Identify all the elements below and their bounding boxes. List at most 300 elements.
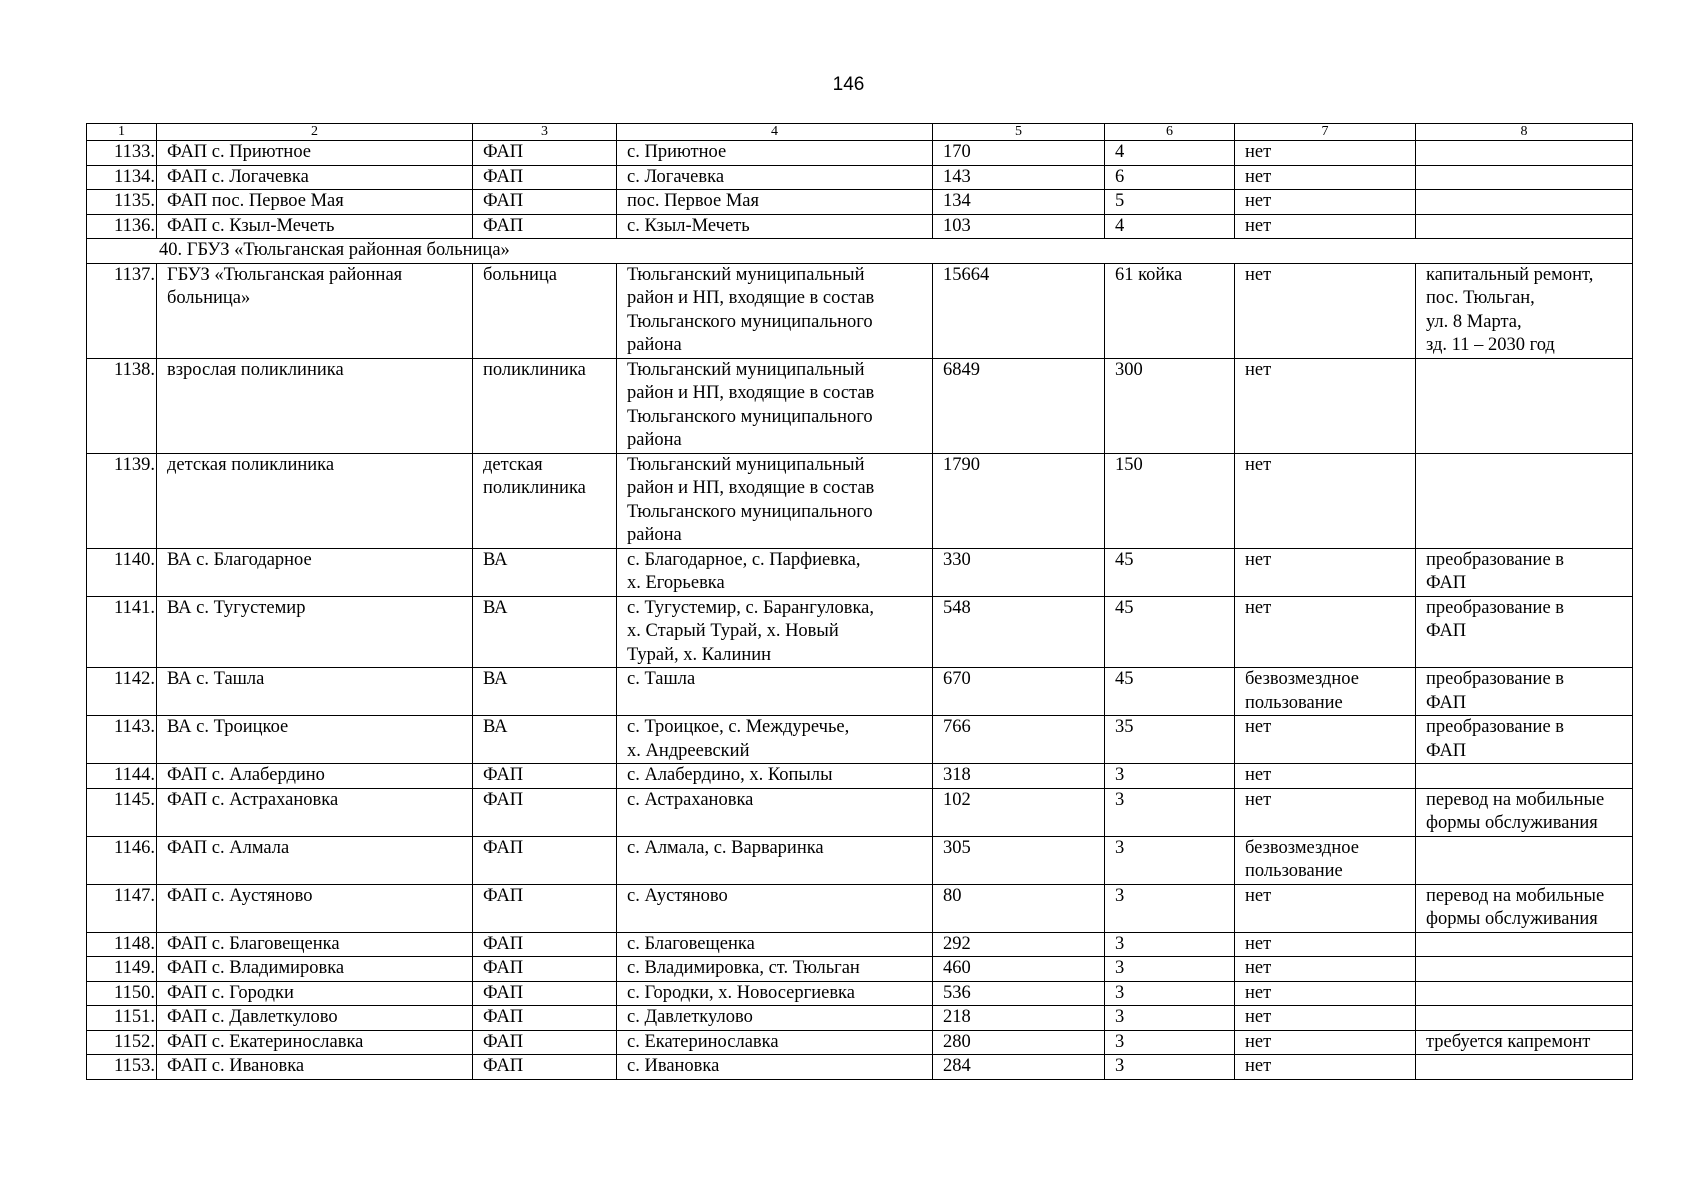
population-cell: 305 bbox=[933, 836, 1105, 884]
ownership-cell bbox=[1235, 668, 1416, 716]
column-header: 2 bbox=[157, 124, 473, 141]
facility-type bbox=[473, 596, 617, 668]
note-cell bbox=[1416, 884, 1633, 932]
capacity-cell: 3 bbox=[1105, 884, 1235, 932]
served-area bbox=[617, 548, 933, 596]
facility-name bbox=[157, 932, 473, 957]
facility-type bbox=[473, 884, 617, 932]
served-area-line: района bbox=[627, 525, 682, 545]
facility-type: ФАП bbox=[473, 165, 617, 190]
ownership-cell-line: нет bbox=[1245, 789, 1272, 810]
note-cell-line: ФАП bbox=[1426, 621, 1467, 641]
facility-type bbox=[473, 548, 617, 596]
ownership-cell bbox=[1235, 1055, 1416, 1080]
served-area bbox=[617, 453, 933, 548]
note-cell bbox=[1416, 981, 1633, 1006]
facility-type bbox=[473, 263, 617, 358]
facility-name-line: ВА с. Благодарное bbox=[167, 549, 312, 570]
facility-type-line: ФАП bbox=[483, 837, 524, 858]
facility-name-line: ФАП с. Аустяново bbox=[167, 885, 313, 906]
population-cell: 292 bbox=[933, 932, 1105, 957]
table-row bbox=[87, 788, 1633, 836]
section-row bbox=[87, 239, 1633, 264]
note-cell-line: перевод на мобильные bbox=[1426, 885, 1605, 906]
facility-type-line: поликлиника bbox=[483, 359, 586, 380]
population-cell: 536 bbox=[933, 981, 1105, 1006]
table-row bbox=[87, 932, 1633, 957]
note-cell bbox=[1416, 1006, 1633, 1031]
ownership-cell bbox=[1235, 1030, 1416, 1055]
facility-name-line: ВА с. Тугустемир bbox=[167, 597, 306, 618]
facility-type-line: детская bbox=[483, 454, 543, 475]
facility-type bbox=[473, 1030, 617, 1055]
ownership-cell bbox=[1235, 981, 1416, 1006]
facility-name: ФАП пос. Первое Мая bbox=[157, 190, 473, 215]
facility-name: ФАП с. Кзыл-Мечеть bbox=[157, 214, 473, 239]
population-cell: 548 bbox=[933, 596, 1105, 668]
served-area bbox=[617, 957, 933, 982]
table-row bbox=[87, 1006, 1633, 1031]
facility-type-line: ФАП bbox=[483, 933, 524, 954]
note-cell bbox=[1416, 668, 1633, 716]
facility-type-line: ФАП bbox=[483, 982, 524, 1003]
facility-name bbox=[157, 596, 473, 668]
served-area-line: с. Давлеткулово bbox=[627, 1007, 753, 1027]
facility-type-line: ФАП bbox=[483, 789, 524, 810]
capacity-cell: 3 bbox=[1105, 788, 1235, 836]
facility-name bbox=[157, 1030, 473, 1055]
ownership-cell bbox=[1235, 263, 1416, 358]
served-area-line: района bbox=[627, 335, 682, 355]
ownership-cell-line: нет bbox=[1245, 958, 1272, 978]
facility-name-line: ФАП с. Городки bbox=[167, 982, 294, 1003]
facility-name bbox=[157, 716, 473, 764]
row-number: 1151. bbox=[87, 1006, 157, 1031]
population-cell: 143 bbox=[933, 165, 1105, 190]
facility-name bbox=[157, 1006, 473, 1031]
facility-type bbox=[473, 788, 617, 836]
served-area bbox=[617, 788, 933, 836]
facility-type bbox=[473, 981, 617, 1006]
ownership-cell-line: нет bbox=[1245, 454, 1272, 475]
served-area-line: Тюльганского муниципального bbox=[627, 311, 873, 332]
table-row bbox=[87, 141, 1633, 166]
facility-type-line: поликлиника bbox=[483, 478, 586, 498]
row-number: 1140. bbox=[87, 548, 157, 596]
note-cell-line: ФАП bbox=[1426, 740, 1467, 761]
row-number: 1134. bbox=[87, 165, 157, 190]
capacity-cell: 4 bbox=[1105, 141, 1235, 166]
population-cell: 766 bbox=[933, 716, 1105, 764]
note-cell-line: формы обслуживания bbox=[1426, 909, 1598, 929]
row-number: 1138. bbox=[87, 358, 157, 453]
facility-name bbox=[157, 764, 473, 789]
population-cell: 460 bbox=[933, 957, 1105, 982]
served-area bbox=[617, 1055, 933, 1080]
table-row bbox=[87, 548, 1633, 596]
facility-name-line: ФАП с. Благовещенка bbox=[167, 933, 340, 954]
ownership-cell: нет bbox=[1235, 214, 1416, 239]
table-row bbox=[87, 764, 1633, 789]
facility-name-line: ВА с. Ташла bbox=[167, 669, 265, 689]
page-number: 146 bbox=[832, 74, 865, 95]
facility-name bbox=[157, 358, 473, 453]
column-header: 4 bbox=[617, 124, 933, 141]
served-area bbox=[617, 716, 933, 764]
note-cell bbox=[1416, 190, 1633, 215]
row-number: 1139. bbox=[87, 453, 157, 548]
served-area-line: с. Ивановка bbox=[627, 1056, 720, 1076]
ownership-cell-line: нет bbox=[1245, 1007, 1272, 1027]
note-cell-line: преобразование в bbox=[1426, 717, 1565, 737]
served-area-line: с. Алмала, с. Варваринка bbox=[627, 837, 824, 858]
capacity-cell: 6 bbox=[1105, 165, 1235, 190]
served-area-line: с. Тугустемир, с. Барангуловка, bbox=[627, 597, 874, 618]
column-header: 7 bbox=[1235, 124, 1416, 141]
served-area-line: район и НП, входящие в состав bbox=[627, 383, 875, 403]
table-row bbox=[87, 358, 1633, 453]
capacity-cell: 4 bbox=[1105, 214, 1235, 239]
facility-type bbox=[473, 957, 617, 982]
capacity-cell: 3 bbox=[1105, 1055, 1235, 1080]
facility-type bbox=[473, 836, 617, 884]
row-number: 1152. bbox=[87, 1030, 157, 1055]
capacity-cell: 45 bbox=[1105, 668, 1235, 716]
facility-type-line: ФАП bbox=[483, 958, 524, 978]
row-number: 1136. bbox=[87, 214, 157, 239]
facility-name-line: ФАП с. Давлеткулово bbox=[167, 1007, 338, 1027]
population-cell: 1790 bbox=[933, 453, 1105, 548]
table-row bbox=[87, 981, 1633, 1006]
served-area bbox=[617, 1030, 933, 1055]
served-area-line: с. Благовещенка bbox=[627, 933, 755, 954]
facility-type: ФАП bbox=[473, 214, 617, 239]
population-cell: 103 bbox=[933, 214, 1105, 239]
ownership-cell bbox=[1235, 548, 1416, 596]
served-area bbox=[617, 836, 933, 884]
ownership-cell-line: нет bbox=[1245, 597, 1272, 618]
ownership-cell bbox=[1235, 1006, 1416, 1031]
note-cell bbox=[1416, 788, 1633, 836]
ownership-cell: нет bbox=[1235, 165, 1416, 190]
row-number: 1148. bbox=[87, 932, 157, 957]
row-number: 1145. bbox=[87, 788, 157, 836]
ownership-cell-line: пользование bbox=[1245, 692, 1343, 713]
facility-name bbox=[157, 548, 473, 596]
note-cell-line: преобразование в bbox=[1426, 549, 1565, 570]
ownership-cell: нет bbox=[1235, 190, 1416, 215]
ownership-cell-line: нет bbox=[1245, 1056, 1272, 1076]
facility-type-line: ВА bbox=[483, 669, 508, 689]
ownership-cell-line: нет bbox=[1245, 933, 1272, 954]
note-cell-line: требуется капремонт bbox=[1426, 1031, 1591, 1052]
capacity-cell: 3 bbox=[1105, 836, 1235, 884]
facility-name bbox=[157, 981, 473, 1006]
facility-name bbox=[157, 836, 473, 884]
note-cell bbox=[1416, 596, 1633, 668]
served-area-line: Тюльганского муниципального bbox=[627, 501, 873, 522]
facility-type-line: ВА bbox=[483, 549, 508, 570]
population-cell: 6849 bbox=[933, 358, 1105, 453]
column-header: 5 bbox=[933, 124, 1105, 141]
facility-type bbox=[473, 358, 617, 453]
served-area: с. Логачевка bbox=[617, 165, 933, 190]
note-cell bbox=[1416, 836, 1633, 884]
facility-type: ФАП bbox=[473, 190, 617, 215]
served-area-line: с. Владимировка, ст. Тюльган bbox=[627, 958, 860, 978]
table-row bbox=[87, 165, 1633, 190]
row-number: 1153. bbox=[87, 1055, 157, 1080]
served-area bbox=[617, 932, 933, 957]
served-area-line: с. Екатеринославка bbox=[627, 1031, 779, 1052]
served-area-line: х. Старый Турай, х. Новый bbox=[627, 621, 839, 641]
facility-name-line: ФАП с. Владимировка bbox=[167, 958, 345, 978]
ownership-cell: нет bbox=[1235, 141, 1416, 166]
ownership-cell-line: безвозмездное bbox=[1245, 669, 1359, 689]
note-cell-line: ул. 8 Марта, bbox=[1426, 311, 1522, 332]
capacity-cell: 3 bbox=[1105, 1030, 1235, 1055]
served-area bbox=[617, 764, 933, 789]
row-number: 1135. bbox=[87, 190, 157, 215]
table-row bbox=[87, 190, 1633, 215]
served-area-line: х. Егорьевка bbox=[627, 573, 725, 593]
ownership-cell-line: нет bbox=[1245, 885, 1272, 906]
column-number-row bbox=[87, 124, 1633, 141]
ownership-cell-line: нет bbox=[1245, 549, 1272, 570]
served-area bbox=[617, 596, 933, 668]
facility-type-line: ФАП bbox=[483, 1031, 524, 1052]
table-row bbox=[87, 1055, 1633, 1080]
facility-name-line: ФАП с. Астрахановка bbox=[167, 789, 339, 810]
note-cell bbox=[1416, 263, 1633, 358]
note-cell bbox=[1416, 214, 1633, 239]
served-area-line: с. Городки, х. Новосергиевка bbox=[627, 982, 855, 1003]
population-cell: 134 bbox=[933, 190, 1105, 215]
facility-name-line: ФАП с. Алабердино bbox=[167, 765, 325, 785]
facility-type bbox=[473, 932, 617, 957]
note-cell bbox=[1416, 548, 1633, 596]
facility-name bbox=[157, 884, 473, 932]
ownership-cell bbox=[1235, 932, 1416, 957]
table-row bbox=[87, 957, 1633, 982]
facility-name-line: ФАП с. Екатеринославка bbox=[167, 1031, 364, 1052]
column-header: 1 bbox=[87, 124, 157, 141]
served-area-line: Тюльганский муниципальный bbox=[627, 359, 865, 380]
served-area: с. Кзыл-Мечеть bbox=[617, 214, 933, 239]
served-area-line: с. Благодарное, с. Парфиевка, bbox=[627, 549, 861, 570]
facility-name bbox=[157, 957, 473, 982]
capacity-cell: 3 bbox=[1105, 981, 1235, 1006]
ownership-cell bbox=[1235, 596, 1416, 668]
served-area-line: Тюльганский муниципальный bbox=[627, 454, 865, 475]
ownership-cell-line: нет bbox=[1245, 264, 1272, 285]
facility-type-line: ВА bbox=[483, 717, 508, 737]
facility-type bbox=[473, 668, 617, 716]
capacity-cell: 5 bbox=[1105, 190, 1235, 215]
capacity-cell: 45 bbox=[1105, 548, 1235, 596]
facility-name bbox=[157, 453, 473, 548]
table-row bbox=[87, 716, 1633, 764]
table-row bbox=[87, 836, 1633, 884]
capacity-cell: 35 bbox=[1105, 716, 1235, 764]
row-number: 1142. bbox=[87, 668, 157, 716]
table-row bbox=[87, 1030, 1633, 1055]
ownership-cell-line: нет bbox=[1245, 359, 1272, 380]
facility-name-line: ФАП с. Ивановка bbox=[167, 1056, 305, 1076]
facility-name: ФАП с. Приютное bbox=[157, 141, 473, 166]
note-cell bbox=[1416, 764, 1633, 789]
served-area-line: район и НП, входящие в состав bbox=[627, 288, 875, 308]
population-cell: 15664 bbox=[933, 263, 1105, 358]
table-row bbox=[87, 214, 1633, 239]
facility-name: ФАП с. Логачевка bbox=[157, 165, 473, 190]
population-cell: 218 bbox=[933, 1006, 1105, 1031]
facility-type-line: больница bbox=[483, 264, 557, 285]
served-area bbox=[617, 668, 933, 716]
table-row bbox=[87, 884, 1633, 932]
note-cell bbox=[1416, 453, 1633, 548]
row-number: 1147. bbox=[87, 884, 157, 932]
served-area-line: с. Аустяново bbox=[627, 885, 728, 906]
row-number: 1150. bbox=[87, 981, 157, 1006]
row-number: 1149. bbox=[87, 957, 157, 982]
facility-name-line: ФАП с. Алмала bbox=[167, 837, 290, 858]
ownership-cell-line: пользование bbox=[1245, 861, 1343, 881]
population-cell: 670 bbox=[933, 668, 1105, 716]
ownership-cell bbox=[1235, 358, 1416, 453]
population-cell: 284 bbox=[933, 1055, 1105, 1080]
ownership-cell bbox=[1235, 716, 1416, 764]
ownership-cell-line: нет bbox=[1245, 717, 1272, 737]
facility-type bbox=[473, 716, 617, 764]
served-area-line: с. Астрахановка bbox=[627, 789, 754, 810]
capacity-cell: 61 койка bbox=[1105, 263, 1235, 358]
table-body bbox=[87, 141, 1633, 1080]
facility-type: ФАП bbox=[473, 141, 617, 166]
ownership-cell-line: нет bbox=[1245, 765, 1272, 785]
facility-name-line: взрослая поликлиника bbox=[167, 359, 344, 380]
served-area bbox=[617, 981, 933, 1006]
facility-type bbox=[473, 453, 617, 548]
table-row bbox=[87, 453, 1633, 548]
facility-type-line: ФАП bbox=[483, 885, 524, 906]
ownership-cell bbox=[1235, 788, 1416, 836]
ownership-cell bbox=[1235, 764, 1416, 789]
ownership-cell bbox=[1235, 836, 1416, 884]
row-number: 1146. bbox=[87, 836, 157, 884]
served-area-line: Турай, х. Калинин bbox=[627, 644, 772, 665]
ownership-cell bbox=[1235, 453, 1416, 548]
served-area bbox=[617, 884, 933, 932]
served-area-line: район и НП, входящие в состав bbox=[627, 478, 875, 498]
note-cell bbox=[1416, 358, 1633, 453]
facility-name bbox=[157, 263, 473, 358]
note-cell-line: преобразование в bbox=[1426, 669, 1565, 689]
capacity-cell: 3 bbox=[1105, 764, 1235, 789]
capacity-cell: 3 bbox=[1105, 932, 1235, 957]
served-area-line: с. Ташла bbox=[627, 669, 696, 689]
population-cell: 330 bbox=[933, 548, 1105, 596]
note-cell-line: преобразование в bbox=[1426, 597, 1565, 618]
served-area-line: Тюльганского муниципального bbox=[627, 406, 873, 427]
note-cell bbox=[1416, 141, 1633, 166]
served-area-line: Тюльганский муниципальный bbox=[627, 264, 865, 285]
served-area bbox=[617, 1006, 933, 1031]
note-cell bbox=[1416, 932, 1633, 957]
facilities-table bbox=[86, 123, 1633, 1080]
facility-name-line: детская поликлиника bbox=[167, 454, 335, 475]
note-cell-line: капитальный ремонт, bbox=[1426, 264, 1594, 285]
population-cell: 318 bbox=[933, 764, 1105, 789]
ownership-cell-line: нет bbox=[1245, 982, 1272, 1003]
facility-name bbox=[157, 1055, 473, 1080]
row-number: 1137. bbox=[87, 263, 157, 358]
row-number: 1133. bbox=[87, 141, 157, 166]
table-row bbox=[87, 263, 1633, 358]
served-area bbox=[617, 358, 933, 453]
served-area: пос. Первое Мая bbox=[617, 190, 933, 215]
capacity-cell: 300 bbox=[1105, 358, 1235, 453]
facility-type-line: ФАП bbox=[483, 1056, 524, 1076]
served-area-line: с. Алабердино, х. Копылы bbox=[627, 765, 833, 785]
ownership-cell-line: нет bbox=[1245, 1031, 1272, 1052]
population-cell: 170 bbox=[933, 141, 1105, 166]
column-header: 6 bbox=[1105, 124, 1235, 141]
note-cell-line: ФАП bbox=[1426, 692, 1467, 713]
note-cell bbox=[1416, 716, 1633, 764]
capacity-cell: 3 bbox=[1105, 1006, 1235, 1031]
capacity-cell: 150 bbox=[1105, 453, 1235, 548]
column-header: 3 bbox=[473, 124, 617, 141]
capacity-cell: 3 bbox=[1105, 957, 1235, 982]
section-title: 40. ГБУЗ «Тюльганская районная больница» bbox=[87, 239, 1633, 264]
served-area-line: района bbox=[627, 430, 682, 450]
facility-type bbox=[473, 1006, 617, 1031]
note-cell-line: пос. Тюльган, bbox=[1426, 288, 1535, 308]
facility-type-line: ФАП bbox=[483, 1007, 524, 1027]
note-cell-line: ФАП bbox=[1426, 573, 1467, 593]
facility-type bbox=[473, 1055, 617, 1080]
column-header: 8 bbox=[1416, 124, 1633, 141]
ownership-cell-line: безвозмездное bbox=[1245, 837, 1359, 858]
facility-name bbox=[157, 788, 473, 836]
served-area: с. Приютное bbox=[617, 141, 933, 166]
note-cell bbox=[1416, 165, 1633, 190]
facility-type-line: ФАП bbox=[483, 765, 524, 785]
ownership-cell bbox=[1235, 957, 1416, 982]
served-area bbox=[617, 263, 933, 358]
population-cell: 80 bbox=[933, 884, 1105, 932]
note-cell bbox=[1416, 1055, 1633, 1080]
population-cell: 280 bbox=[933, 1030, 1105, 1055]
facility-name-line: ГБУЗ «Тюльганская районная bbox=[167, 264, 403, 285]
facility-type bbox=[473, 764, 617, 789]
facility-name-line: ВА с. Троицкое bbox=[167, 717, 289, 737]
row-number: 1143. bbox=[87, 716, 157, 764]
note-cell-line: зд. 11 – 2030 год bbox=[1426, 335, 1555, 355]
population-cell: 102 bbox=[933, 788, 1105, 836]
note-cell-line: перевод на мобильные bbox=[1426, 789, 1605, 810]
capacity-cell: 45 bbox=[1105, 596, 1235, 668]
note-cell bbox=[1416, 957, 1633, 982]
facility-type-line: ВА bbox=[483, 597, 508, 618]
row-number: 1141. bbox=[87, 596, 157, 668]
facility-name bbox=[157, 668, 473, 716]
facility-name-line: больница» bbox=[167, 288, 251, 308]
ownership-cell bbox=[1235, 884, 1416, 932]
table-row bbox=[87, 668, 1633, 716]
row-number: 1144. bbox=[87, 764, 157, 789]
